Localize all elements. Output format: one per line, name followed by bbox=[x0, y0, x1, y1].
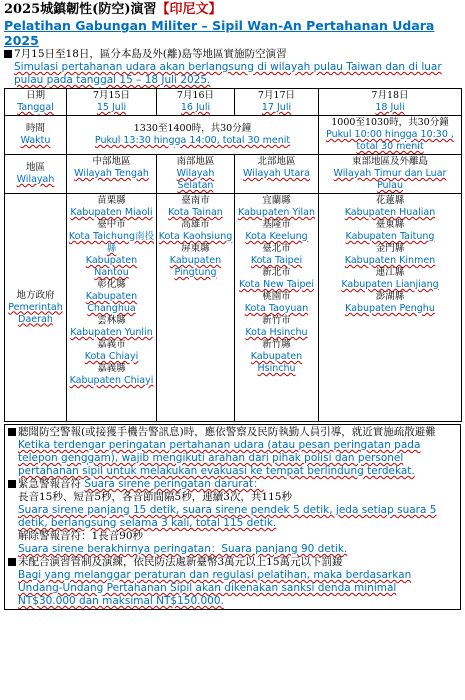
time-last-zh: 1000至1030時，共30分鐘 bbox=[331, 117, 449, 128]
title-zh bbox=[4, 2, 461, 18]
gov-item-id: Kabupaten Hsinchu bbox=[250, 351, 303, 374]
region-label-id: Wilayah bbox=[16, 174, 55, 185]
region-id: Wilayah Timur dan Luar Pulau bbox=[333, 168, 447, 191]
date-label-zh: 日期 bbox=[25, 90, 45, 101]
region-cell bbox=[235, 155, 319, 194]
note-3 bbox=[8, 556, 457, 608]
note-3-zh: 未配合演習管制及演練，依民防法處新臺幣3萬元以上15萬元以下罰鍰 bbox=[18, 556, 343, 568]
gov-item-id: Kota New Taipei bbox=[238, 279, 315, 290]
title-id-year: 2025 bbox=[4, 33, 39, 48]
gov-item-zh: 臺東縣 bbox=[375, 219, 405, 230]
date-cell bbox=[319, 89, 462, 116]
date-label-id: Tanggal bbox=[17, 102, 54, 113]
time-last-id: Pukul 10:00 hingga 10:30 , total 30 menit bbox=[326, 129, 454, 152]
table-row-gov bbox=[5, 194, 462, 422]
table-row-region bbox=[5, 155, 462, 194]
gov-item-id: Kabupaten Taitung bbox=[345, 231, 435, 242]
note-2 bbox=[8, 478, 457, 556]
gov-item-id: Kota Taichung南投縣 bbox=[68, 231, 155, 254]
gov-item-zh: 臺中市 bbox=[97, 219, 126, 230]
region-id: Wilayah Utara bbox=[243, 168, 310, 179]
gov-item-id: Kabupaten Changhua bbox=[85, 291, 138, 314]
gov-item-id: Kabupaten Pingtung bbox=[169, 255, 222, 278]
gov-item-zh: 新竹市 bbox=[262, 315, 291, 326]
title-zh-tag: 【印尼文】 bbox=[156, 2, 222, 17]
intro bbox=[4, 48, 461, 87]
time-label-zh: 時間 bbox=[25, 123, 45, 134]
title-zh-main: 2025城鎮韌性(防空)演習 bbox=[4, 2, 157, 17]
gov-item-zh: 宜蘭縣 bbox=[262, 195, 291, 206]
gov-item-id: Kabupaten Chiayi bbox=[69, 375, 154, 386]
region-zh: 北部地區 bbox=[257, 156, 296, 167]
date-label bbox=[5, 89, 67, 116]
note-2-zh-c: 解除警報音符：1長音90秒 bbox=[18, 530, 144, 542]
note-2-id-c: Suara sirene berakhirnya peringatan：Suara panjang 90 detik. bbox=[18, 543, 348, 555]
gov-item-zh: 臺北市 bbox=[262, 243, 291, 254]
gov-item-zh: 彰化縣 bbox=[97, 279, 126, 290]
schedule-table bbox=[4, 88, 462, 422]
gov-item-zh: 花蓮縣 bbox=[375, 195, 405, 206]
region-id: Wilayah Tengah bbox=[74, 168, 149, 179]
table-row-time bbox=[5, 116, 462, 155]
date-cell bbox=[235, 89, 319, 116]
gov-item-id: Kota Taipei bbox=[250, 255, 303, 266]
gov-item-id: Kabupaten Penghu bbox=[345, 303, 435, 314]
gov-item-zh: 高雄市 bbox=[181, 219, 210, 230]
gov-item-zh: 新北市 bbox=[262, 267, 291, 278]
gov-item-id: Kota Keelung bbox=[245, 231, 308, 242]
gov-label-zh: 地方政府 bbox=[16, 289, 55, 301]
gov-item-id: Kabupaten Miaoli bbox=[70, 207, 153, 218]
region-cell bbox=[67, 155, 157, 194]
note-1 bbox=[8, 426, 457, 478]
date-cell bbox=[67, 89, 157, 116]
gov-col bbox=[67, 194, 157, 422]
gov-col bbox=[157, 194, 235, 422]
gov-item-zh: 屏東縣 bbox=[181, 243, 210, 254]
time-main-id: Pukul 13:30 hingga 14:00, total 30 menit bbox=[94, 135, 291, 146]
bullet-square-icon bbox=[4, 50, 12, 58]
note-2-zh-a: 緊急警報音符 bbox=[18, 478, 81, 490]
region-zh: 東部地區及外離島 bbox=[351, 156, 428, 167]
gov-item-id: Kota Chiayi bbox=[84, 351, 139, 362]
bullet-square-icon bbox=[8, 428, 16, 436]
gov-label bbox=[5, 194, 67, 422]
date-zh: 7月17日 bbox=[257, 90, 296, 101]
date-cell bbox=[157, 89, 235, 116]
gov-item-zh: 嘉義縣 bbox=[97, 363, 126, 374]
intro-id: Simulasi pertahanan udara akan berlangsung di wilayah pulau Taiwan dan di luar pulau pada tanggal 15 – 18 Juli 2025. bbox=[14, 61, 442, 86]
gov-item-id: Kabupaten Lianjiang bbox=[341, 279, 439, 290]
date-zh: 7月18日 bbox=[371, 90, 409, 101]
gov-item-id: Kota Tainan bbox=[168, 207, 223, 218]
note-3-id: Bagi yang melanggar peraturan dan regulasi pelatihan, maka berdasarkan Undang-Undang Pertahanan Sipil akan dikenakan sanksi denda minimal NT$30.000 dan maksimal NT$150.000. bbox=[18, 569, 412, 607]
gov-item-zh: 基隆市 bbox=[262, 219, 291, 230]
title-id bbox=[4, 18, 461, 48]
gov-item-id: Kabupaten Kinmen bbox=[344, 255, 436, 266]
time-label-id: Waktu bbox=[20, 135, 51, 146]
date-id: 15 Juli bbox=[96, 102, 127, 113]
time-label bbox=[5, 116, 67, 155]
time-main bbox=[67, 116, 319, 155]
region-label-zh: 地區 bbox=[25, 162, 45, 173]
date-zh: 7月16日 bbox=[176, 90, 215, 101]
gov-item-id: Kota Taoyuan bbox=[244, 303, 309, 314]
date-id: 18 Juli bbox=[375, 102, 405, 113]
region-cell bbox=[319, 155, 462, 194]
note-2-zh-b: 長音15秒、短音5秒，各音節間隔5秒，連續3次，共115秒 bbox=[18, 491, 292, 503]
region-cell bbox=[157, 155, 235, 194]
date-zh: 7月15日 bbox=[92, 90, 131, 101]
gov-label-id: Pemerintah Daerah bbox=[8, 301, 63, 325]
note-1-id: Ketika terdengar peringatan pertahanan udara (atau pesan peringatan pada telepon genggam), wajib mengikuti arahan dari pihak polisi dan personel pertahanan sipil untuk melakukan evakuasi ke tempat berlindung terdekat. bbox=[18, 439, 421, 477]
gov-item-id: Kabupaten Yunlin bbox=[70, 327, 153, 338]
bullet-square-icon bbox=[8, 480, 16, 488]
region-id: Wilayah Selatan bbox=[176, 168, 215, 191]
bullet-square-icon bbox=[8, 558, 16, 566]
gov-col bbox=[319, 194, 462, 422]
region-zh: 南部地區 bbox=[176, 156, 215, 167]
date-id: 17 Juli bbox=[261, 102, 292, 113]
gov-item-id: Kota Kaohsiung bbox=[158, 231, 233, 242]
gov-item-zh: 雲林縣 bbox=[97, 315, 126, 326]
gov-item-id: Kabupaten Yilan bbox=[238, 207, 315, 218]
time-last bbox=[319, 116, 462, 155]
gov-item-zh: 連江縣 bbox=[375, 267, 405, 278]
gov-item-zh: 桃園市 bbox=[262, 291, 291, 302]
intro-zh: 7月15日至18日，區分本島及外(離)島等地區實施防空演習 bbox=[14, 48, 287, 60]
gov-item-zh: 金門縣 bbox=[375, 243, 405, 254]
gov-item-zh: 嘉義市 bbox=[97, 339, 126, 350]
time-main-zh: 1330至1400時，共30分鐘 bbox=[133, 123, 252, 134]
region-label bbox=[5, 155, 67, 194]
region-zh: 中部地區 bbox=[92, 156, 131, 167]
note-2-id-b: Suara sirene panjang 15 detik, suara sirene pendek 5 detik, jeda setiap suara 5 detik, berlangsung selama 3 kali, total 115 detik. bbox=[18, 504, 437, 529]
notes-box bbox=[4, 424, 461, 610]
gov-item-id: Kabupaten Hualian bbox=[344, 207, 436, 218]
gov-item-zh: 臺南市 bbox=[181, 195, 210, 206]
note-2-id-a: Suara sirene peringatan darurat： bbox=[84, 478, 264, 490]
title-id-line: Pelatihan Gabungan Militer – Sipil Wan-An Pertahanan Udara bbox=[4, 18, 435, 33]
gov-item-id: Kabupaten Nantou bbox=[85, 255, 138, 278]
gov-item-zh: 新竹縣 bbox=[262, 339, 291, 350]
gov-item-id: Kota Hsinchu bbox=[245, 327, 308, 338]
gov-item-zh: 苗栗縣 bbox=[97, 195, 126, 206]
gov-item-zh: 澎湖縣 bbox=[375, 291, 405, 302]
note-1-zh: 聽聞防空警報(或接獲手機告警訊息)時，應依警察及民防執勤人員引導，就近實施疏散避難 bbox=[18, 426, 436, 438]
table-row-date bbox=[5, 89, 462, 116]
gov-col bbox=[235, 194, 319, 422]
date-id: 16 Juli bbox=[180, 102, 211, 113]
